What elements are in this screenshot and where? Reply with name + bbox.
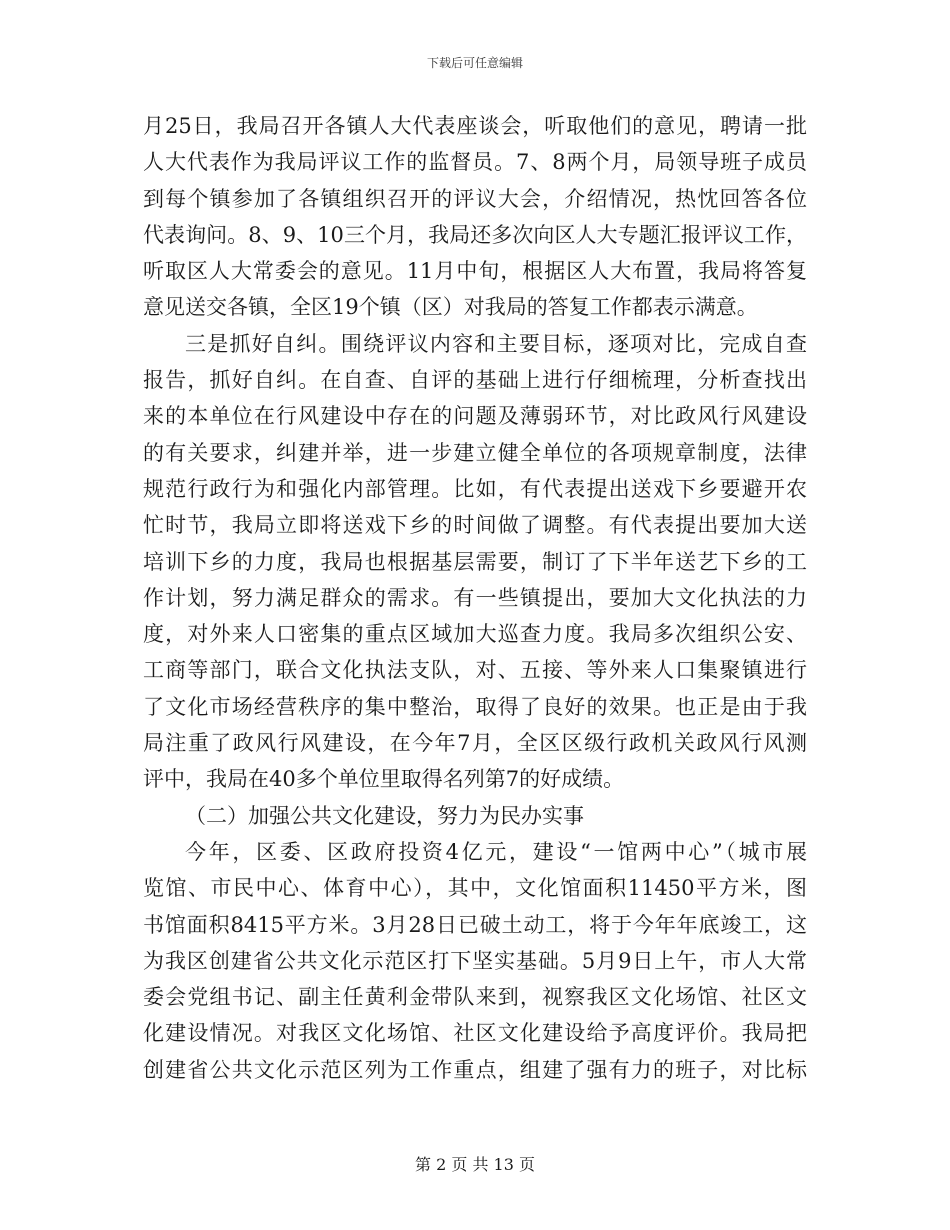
text-line: 委会党组书记、副主任黄利金带队来到，视察我区文化场馆、社区文 <box>143 985 807 1010</box>
text-line: 的有关要求，纠建并举，进一步建立健全单位的各项规章制度，法律 <box>143 440 807 465</box>
text-line: 到每个镇参加了各镇组织召开的评议大会，介绍情况，热忱回答各位 <box>143 186 807 211</box>
text-line: 报告，抓好自纠。在自查、自评的基础上进行仔细梳理，分析查找出 <box>143 368 807 393</box>
text-line: 览馆、市民中心、体育中心），其中，文化馆面积11450平方米，图 <box>143 876 807 901</box>
text-line: 来的本单位在行风建设中存在的问题及薄弱环节，对比政风行风建设 <box>143 404 807 429</box>
paragraph-start-line: 三是抓好自纠。围绕评议内容和主要目标，逐项对比，完成自查 <box>185 331 807 356</box>
text-line: 了文化市场经营秩序的集中整治，取得了良好的效果。也正是由于我 <box>143 694 807 719</box>
text-line: 度，对外来人口密集的重点区域加大巡查力度。我局多次组织公安、 <box>143 622 807 647</box>
text-line: 听取区人大常委会的意见。11月中旬，根据区人大布置，我局将答复 <box>143 259 807 284</box>
text-line: 忙时节，我局立即将送戏下乡的时间做了调整。有代表提出要加大送 <box>143 513 807 538</box>
text-line: 代表询问。8、9、10三个月，我局还多次向区人大专题汇报评议工作， <box>143 222 807 247</box>
text-line: 创建省公共文化示范区列为工作重点，组建了强有力的班子，对比标 <box>143 1057 807 1082</box>
text-line: 作计划，努力满足群众的需求。有一些镇提出，要加大文化执法的力 <box>143 585 807 610</box>
page-number-footer: 第 2 页 共 13 页 <box>415 1155 535 1174</box>
text-line: 书馆面积8415平方米。3月28日已破土动工，将于今年年底竣工，这 <box>143 912 807 937</box>
text-line: 人大代表作为我局评议工作的监督员。7、8两个月，局领导班子成员 <box>143 150 807 175</box>
text-line: 规范行政行为和强化内部管理。比如，有代表提出送戏下乡要避开农 <box>143 476 807 501</box>
text-line: 月25日，我局召开各镇人大代表座谈会，听取他们的意见，聘请一批 <box>143 114 807 138</box>
text-line: 化建设情况。对我区文化场馆、社区文化建设给予高度评价。我局把 <box>143 1021 807 1046</box>
text-line: 培训下乡的力度，我局也根据基层需要，制订了下半年送艺下乡的工 <box>143 549 807 574</box>
section-heading: （二）加强公共文化建设，努力为民办实事 <box>185 803 584 828</box>
page-header-note: 下载后可任意编辑 <box>426 56 523 70</box>
text-line: 意见送交各镇，全区19个镇（区）对我局的答复工作都表示满意。 <box>143 295 758 320</box>
paragraph-start-line: 今年，区委、区政府投资4亿元，建设“一馆两中心”（城市展 <box>185 839 807 864</box>
text-line: 为我区创建省公共文化示范区打下坚实基础。5月9日上午，市人大常 <box>143 948 807 973</box>
text-line: 评中，我局在40多个单位里取得名列第7的好成绩。 <box>143 767 625 792</box>
document-body <box>143 108 807 1088</box>
text-line: 工商等部门，联合文化执法支队，对、五接、等外来人口集聚镇进行 <box>143 658 807 683</box>
text-line: 局注重了政风行风建设，在今年7月，全区区级行政机关政风行风测 <box>143 731 807 756</box>
